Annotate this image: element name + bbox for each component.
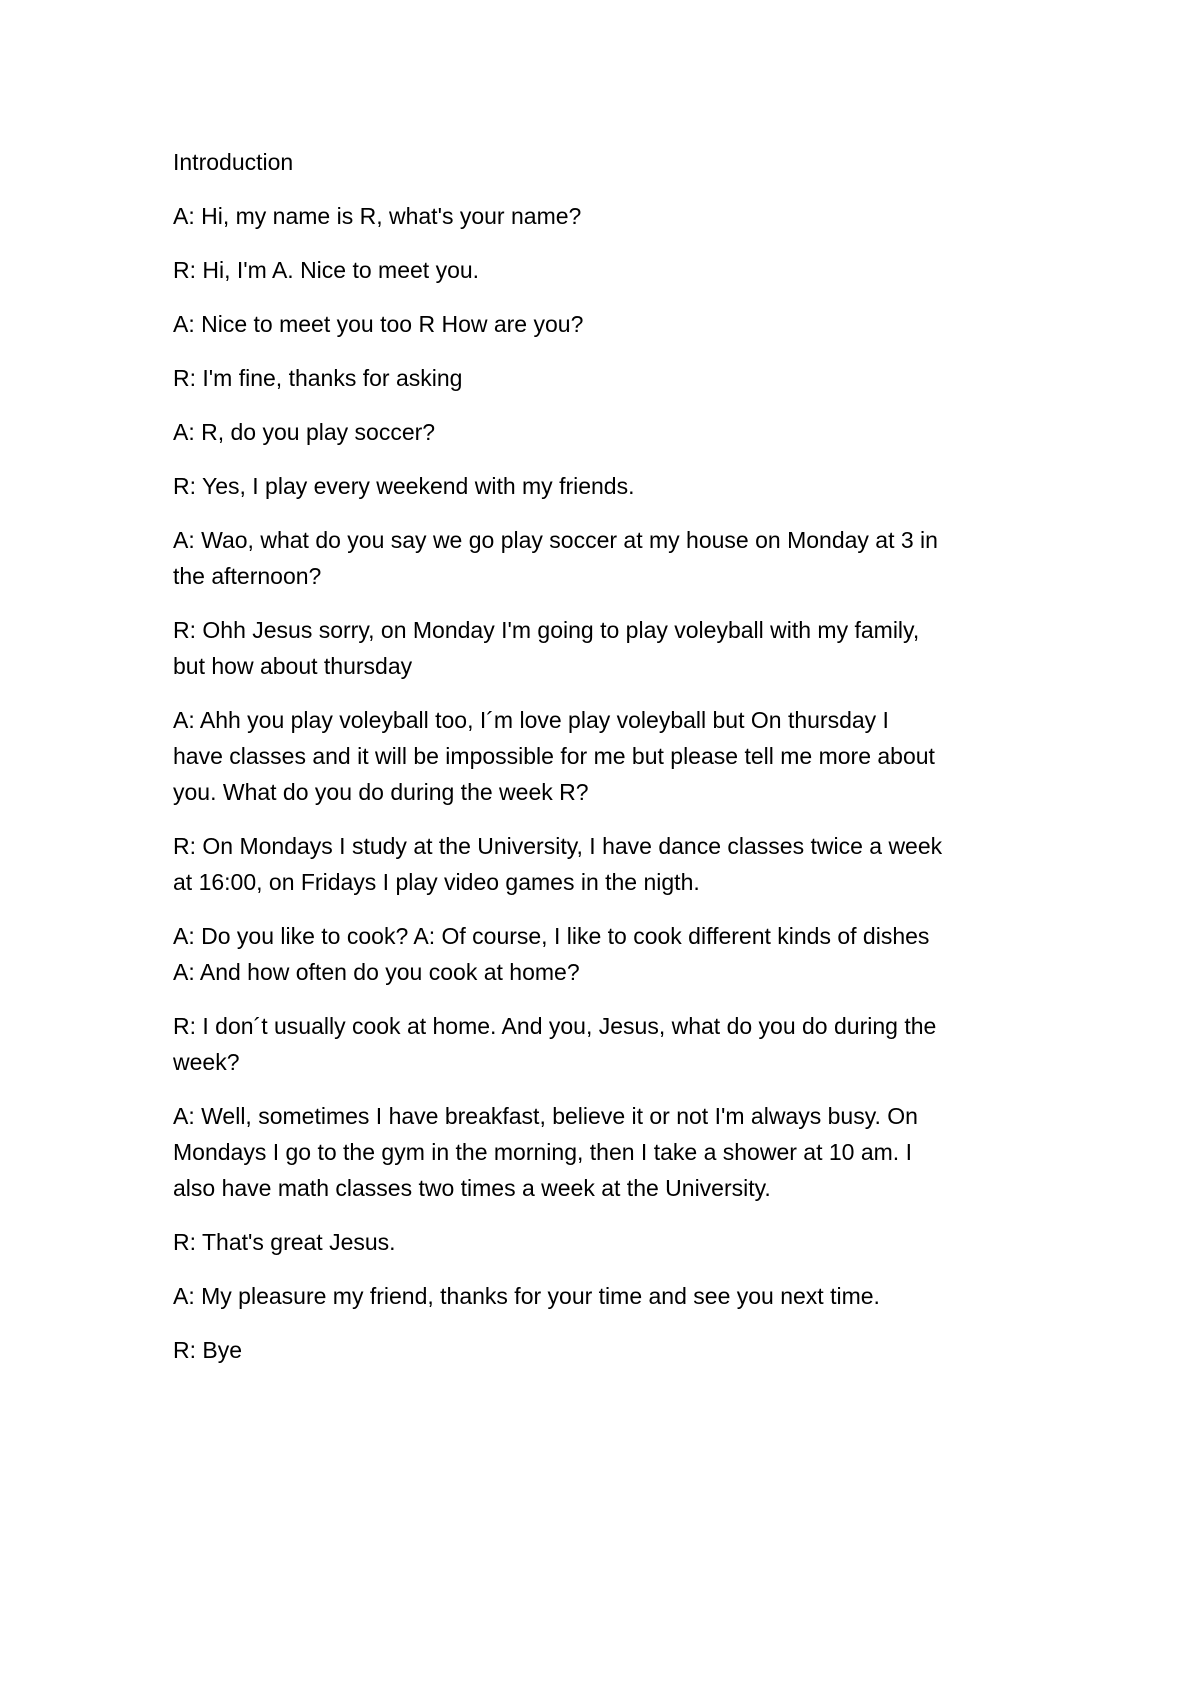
dialogue-line: R: I'm fine, thanks for asking [173, 365, 463, 391]
dialogue-paragraph [173, 918, 1043, 990]
dialogue-line: A: Well, sometimes I have breakfast, believe it or not I'm always busy. On [173, 1103, 918, 1129]
dialogue-paragraph [173, 360, 1043, 396]
dialogue-paragraph [173, 1332, 1043, 1368]
dialogue-paragraph [173, 1008, 1043, 1080]
dialogue-paragraph [173, 198, 1043, 234]
dialogue-line: but how about thursday [173, 653, 413, 679]
dialogue-line: Mondays I go to the gym in the morning, then I take a shower at 10 am. I [173, 1139, 912, 1165]
dialogue-paragraph [173, 306, 1043, 342]
dialogue-paragraph [173, 612, 1043, 684]
dialogue-line: R: On Mondays I study at the University, I have dance classes twice a week [173, 833, 943, 859]
dialogue-line: R: Bye [173, 1337, 243, 1363]
dialogue-line: A: Do you like to cook? A: Of course, I like to cook different kinds of dishes [173, 923, 930, 949]
dialogue [173, 198, 1043, 1368]
dialogue-paragraph [173, 252, 1043, 288]
dialogue-line: A: R, do you play soccer? [173, 419, 436, 445]
dialogue-line: A: Ahh you play voleyball too, I´m love play voleyball but On thursday I [173, 707, 889, 733]
dialogue-line: A: And how often do you cook at home? [173, 959, 580, 985]
dialogue-paragraph [173, 1278, 1043, 1314]
dialogue-line: R: I don´t usually cook at home. And you, Jesus, what do you do during the [173, 1013, 937, 1039]
dialogue-line: R: That's great Jesus. [173, 1229, 396, 1255]
dialogue-line: A: Hi, my name is R, what's your name? [173, 203, 582, 229]
dialogue-line: have classes and it will be impossible for me but please tell me more about [173, 743, 935, 769]
document-body [173, 144, 1043, 1386]
dialogue-paragraph [173, 468, 1043, 504]
dialogue-line: R: Ohh Jesus sorry, on Monday I'm going to play voleyball with my family, [173, 617, 920, 643]
document-title: Introduction [173, 149, 294, 175]
dialogue-paragraph [173, 522, 1043, 594]
dialogue-line: R: Yes, I play every weekend with my friends. [173, 473, 635, 499]
dialogue-line: A: My pleasure my friend, thanks for your time and see you next time. [173, 1283, 880, 1309]
dialogue-paragraph [173, 702, 1043, 810]
dialogue-paragraph [173, 828, 1043, 900]
dialogue-line: the afternoon? [173, 563, 322, 589]
dialogue-line: you. What do you do during the week R? [173, 779, 589, 805]
dialogue-line: week? [173, 1049, 240, 1075]
dialogue-line: A: Wao, what do you say we go play soccer at my house on Monday at 3 in [173, 527, 938, 553]
dialogue-paragraph [173, 414, 1043, 450]
dialogue-paragraph [173, 1224, 1043, 1260]
dialogue-line: R: Hi, I'm A. Nice to meet you. [173, 257, 480, 283]
dialogue-line: at 16:00, on Fridays I play video games in the nigth. [173, 869, 700, 895]
dialogue-paragraph [173, 1098, 1043, 1206]
dialogue-line: A: Nice to meet you too R How are you? [173, 311, 584, 337]
dialogue-line: also have math classes two times a week at the University. [173, 1175, 771, 1201]
